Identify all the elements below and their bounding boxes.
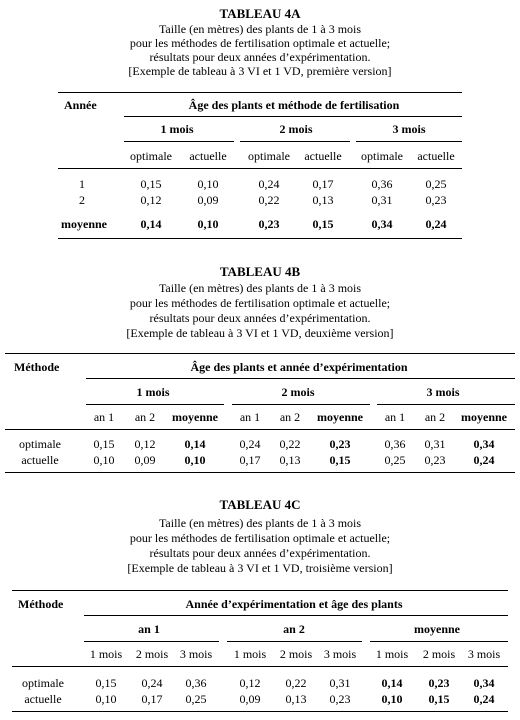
table-4c-cell: 0,23	[329, 692, 351, 706]
table-4c-group-rule	[84, 641, 219, 642]
table-4b-subcol-header: moyenne	[317, 410, 363, 424]
table-4b-subcol-header: moyenne	[172, 410, 218, 424]
table-4a-row-label: moyenne	[61, 217, 107, 231]
table-4c-subcol-header: 1 mois	[375, 647, 409, 661]
table-4b-cell: 0,10	[93, 453, 115, 467]
table-4a-caption-line: [Exemple de tableau à 3 VI et 1 VD, première version]	[128, 64, 392, 78]
table-4b-cell: 0,23	[424, 453, 446, 467]
table-4c-top-rule	[12, 590, 508, 591]
table-4b-spanner: Âge des plants et année d’expérimentation	[190, 360, 408, 374]
table-4a-cell: 0,10	[197, 177, 219, 191]
table-4b-row-label: actuelle	[21, 453, 59, 467]
table-4a-cell: 0,24	[258, 177, 280, 191]
table-4b-group-header: 2 mois	[281, 385, 315, 399]
table-4c-cell: 0,17	[141, 692, 163, 706]
table-4a-spanner-rule	[124, 116, 462, 117]
table-4c-caption-line: Taille (en mètres) des plants de 1 à 3 mois	[158, 516, 362, 530]
table-4c-row-label: optimale	[22, 676, 64, 690]
table-4c-cell: 0,10	[381, 692, 403, 706]
table-4a-cell: 0,24	[425, 217, 447, 231]
table-4c-stub-header: Méthode	[18, 597, 64, 611]
table-4a-cell: 0,15	[312, 217, 334, 231]
table-4a-caption-line: pour les méthodes de fertilisation optimale et actuelle;	[129, 36, 391, 50]
table-4b-top-rule	[5, 353, 515, 354]
table-4a-subcol-header: actuelle	[189, 149, 227, 163]
table-4c-group-rule	[227, 641, 362, 642]
table-4b-cell: 0,34	[473, 437, 495, 451]
table-4a-title: TABLEAU 4A	[219, 6, 301, 21]
table-4a-row-label: 2	[79, 193, 85, 207]
table-4a-caption-line: Taille (en mètres) des plants de 1 à 3 mois	[158, 22, 362, 36]
table-4c-subcol-header: 2 mois	[279, 647, 313, 661]
table-4c-cell: 0,13	[285, 692, 307, 706]
table-4a-subcol-header: actuelle	[417, 149, 455, 163]
table-4c-cell: 0,24	[473, 692, 495, 706]
table-4c-cell: 0,10	[95, 692, 117, 706]
table-4a-cell: 0,12	[140, 193, 162, 207]
table-4b-cell: 0,24	[239, 437, 261, 451]
table-4b-stub-header: Méthode	[14, 360, 60, 374]
table-4b-caption-line: résultats pour deux années d’expérimentation.	[149, 311, 371, 325]
table-4c-cell: 0,15	[95, 676, 117, 690]
table-4a-cell: 0,14	[140, 217, 162, 231]
table-4a-subcol-header: optimale	[361, 149, 403, 163]
table-4c-cell: 0,23	[428, 676, 450, 690]
table-4b-caption-line: pour les méthodes de fertilisation optimale et actuelle;	[129, 296, 391, 310]
table-4b-cell: 0,23	[329, 437, 351, 451]
table-4a-group-header: 1 mois	[160, 122, 194, 136]
table-4a-cell: 0,36	[371, 177, 393, 191]
table-4b-cell: 0,10	[184, 453, 206, 467]
table-4b-cell: 0,14	[184, 437, 206, 451]
table-4a-subcol-header: optimale	[130, 149, 172, 163]
table-4c-cell: 0,31	[329, 676, 351, 690]
table-4b-subcol-header: an 1	[93, 410, 115, 424]
table-4c-bottom-rule	[12, 711, 508, 712]
table-4b-cell: 0,13	[279, 453, 301, 467]
table-4a-subcol-header: actuelle	[304, 149, 342, 163]
table-4b-cell: 0,12	[134, 437, 156, 451]
table-4c-group-header: an 1	[138, 622, 160, 636]
table-4b-group-rule	[86, 404, 224, 405]
table-4a-cell: 0,22	[258, 193, 280, 207]
table-4b-cell: 0,31	[424, 437, 446, 451]
table-4b-group-rule	[377, 404, 515, 405]
table-4c-group-header: moyenne	[414, 622, 460, 636]
table-4a-cell: 0,23	[258, 217, 280, 231]
table-4b-title: TABLEAU 4B	[219, 264, 301, 279]
table-4c-cell: 0,22	[285, 676, 307, 690]
table-4b-cell: 0,22	[279, 437, 301, 451]
table-4a-group-header: 3 mois	[392, 122, 426, 136]
table-4c-subcol-header: 3 mois	[467, 647, 501, 661]
table-4a-group-rule	[240, 141, 350, 142]
table-4c-subcol-header: 1 mois	[89, 647, 123, 661]
table-4b-caption-line: Taille (en mètres) des plants de 1 à 3 mois	[158, 281, 362, 295]
table-4a-cell: 0,15	[140, 177, 162, 191]
table-4c-subcol-header: 2 mois	[422, 647, 456, 661]
table-4b-row-label: optimale	[19, 437, 61, 451]
table-4b-group-header: 3 mois	[426, 385, 460, 399]
table-4c-cell: 0,34	[473, 676, 495, 690]
table-4c-spanner-rule	[84, 615, 508, 616]
table-4c-caption-line: résultats pour deux années d’expérimentation.	[149, 546, 371, 560]
table-4c-cell: 0,25	[185, 692, 207, 706]
table-4a-caption-line: résultats pour deux années d’expérimentation.	[149, 50, 371, 64]
table-4a-group-header: 2 mois	[279, 122, 313, 136]
table-4b-subcol-header: an 2	[279, 410, 301, 424]
table-4a-row-label: 1	[79, 177, 85, 191]
table-4a-cell: 0,10	[197, 217, 219, 231]
table-4c-subcol-header: 1 mois	[233, 647, 267, 661]
table-4a-cell: 0,31	[371, 193, 393, 207]
table-4b-cell: 0,15	[329, 453, 351, 467]
table-4a-header-rule	[58, 168, 462, 169]
table-4b-cell: 0,15	[93, 437, 115, 451]
table-4a-cell: 0,17	[312, 177, 334, 191]
table-4c-caption-line: pour les méthodes de fertilisation optimale et actuelle;	[129, 531, 391, 545]
table-4b-cell: 0,36	[384, 437, 406, 451]
table-4c-caption-line: [Exemple de tableau à 3 VI et 1 VD, troisième version]	[127, 561, 393, 575]
table-4c-row-label: actuelle	[24, 692, 62, 706]
table-4b-caption-line: [Exemple de tableau à 3 VI et 1 VD, deuxième version]	[126, 326, 394, 340]
table-4c-cell: 0,09	[239, 692, 261, 706]
table-4b-spanner-rule	[86, 378, 515, 379]
table-4b-subcol-header: an 1	[239, 410, 261, 424]
table-4b-cell: 0,25	[384, 453, 406, 467]
table-4c-group-rule	[370, 641, 508, 642]
table-4c-subcol-header: 3 mois	[323, 647, 357, 661]
table-4a-cell: 0,13	[312, 193, 334, 207]
table-4b-subcol-header: an 2	[424, 410, 446, 424]
table-4b-subcol-header: an 1	[384, 410, 406, 424]
table-4c-cell: 0,24	[141, 676, 163, 690]
table-4a-cell: 0,09	[197, 193, 219, 207]
table-4b-cell: 0,24	[473, 453, 495, 467]
table-4c-cell: 0,12	[239, 676, 261, 690]
table-4a-group-rule	[124, 141, 234, 142]
table-4a-spanner: Âge des plants et méthode de fertilisation	[188, 98, 400, 112]
table-4c-cell: 0,14	[381, 676, 403, 690]
table-4c-spanner: Année d’expérimentation et âge des plants	[185, 597, 403, 611]
table-4b-group-header: 1 mois	[136, 385, 170, 399]
table-4c-group-header: an 2	[283, 622, 305, 636]
table-4a-subcol-header: optimale	[248, 149, 290, 163]
table-4c-cell: 0,36	[185, 676, 207, 690]
table-4a-stub-header: Année	[64, 98, 97, 112]
table-4b-cell: 0,09	[134, 453, 156, 467]
table-4c-subcol-header: 3 mois	[179, 647, 213, 661]
table-4a-cell: 0,34	[371, 217, 393, 231]
table-4b-subcol-header: an 2	[134, 410, 156, 424]
table-4b-bottom-rule	[5, 472, 515, 473]
table-4c-cell: 0,15	[428, 692, 450, 706]
table-4a-bottom-rule	[58, 238, 462, 239]
table-4a-top-rule	[58, 92, 462, 93]
table-4a-group-rule	[356, 141, 462, 142]
table-4b-header-rule	[5, 429, 515, 430]
table-4b-subcol-header: moyenne	[461, 410, 507, 424]
table-4b-group-rule	[232, 404, 370, 405]
table-4c-subcol-header: 2 mois	[135, 647, 169, 661]
table-4c-header-rule	[12, 666, 508, 667]
table-4c-title: TABLEAU 4C	[219, 497, 301, 512]
table-4b-cell: 0,17	[239, 453, 261, 467]
table-4a-cell: 0,23	[425, 193, 447, 207]
table-4a-cell: 0,25	[425, 177, 447, 191]
